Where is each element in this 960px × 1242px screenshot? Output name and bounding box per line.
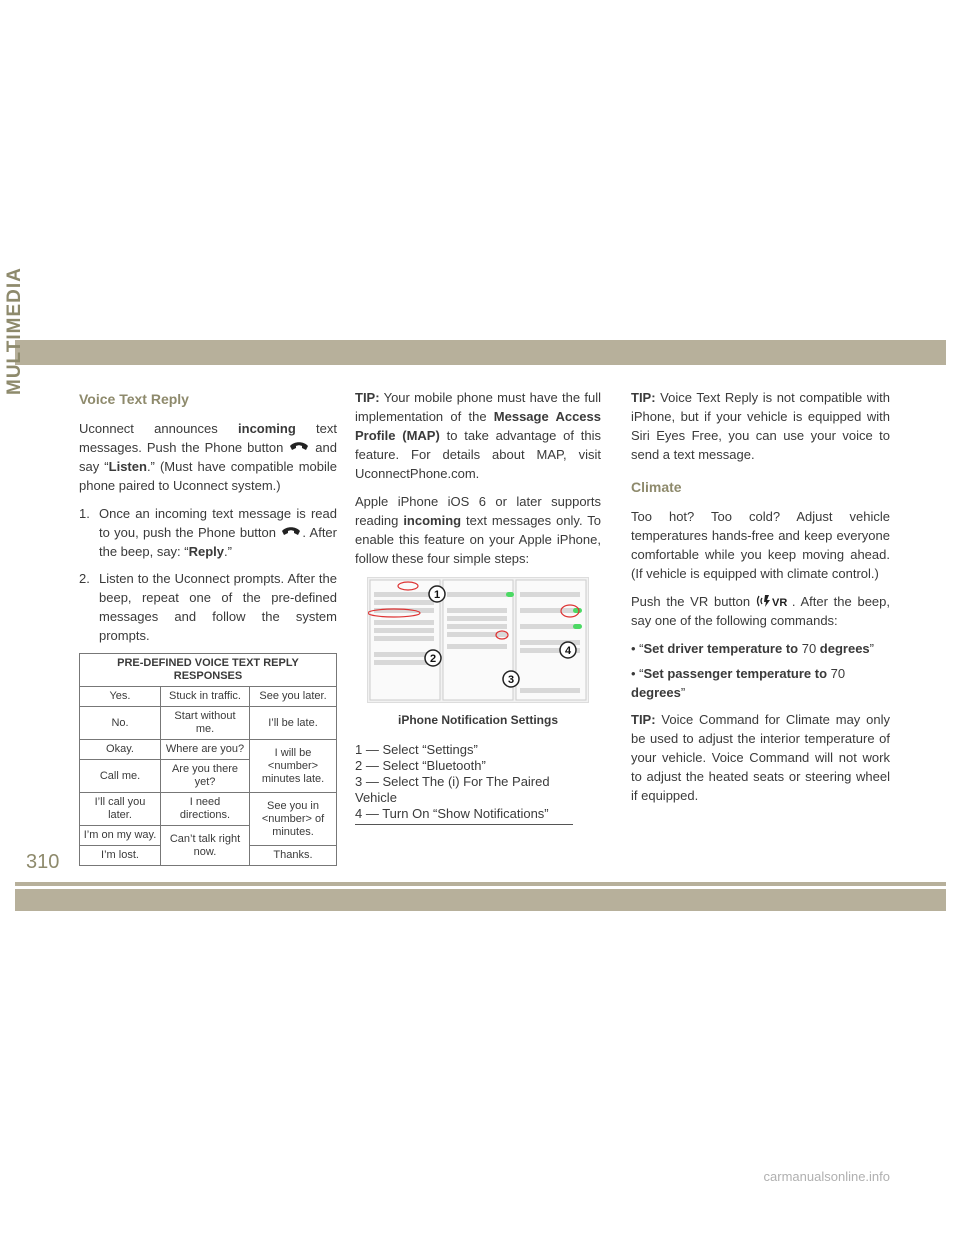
table-row: [80, 687, 337, 707]
table-cell: See you in <number> of minutes.: [250, 793, 337, 846]
tip-paragraph: TIP: Your mobile phone must have the full implementation of the Message Access Profile (MAP) to take advantage of this feature. For details about MAP, visit UconnectPhone.com.: [355, 390, 601, 481]
list-item: • “Set passenger temperature to 70 degrees”: [631, 666, 846, 700]
callout-1: 1: [433, 589, 441, 601]
table-cell: Thanks.: [250, 846, 337, 866]
climate-vr-paragraph: Push the VR button VR . After the beep, say one of the following commands:: [631, 594, 890, 628]
bottom-band: [15, 886, 946, 911]
figure-steps: [355, 742, 573, 825]
steps-list: [79, 504, 337, 645]
table-cell: Start without me.: [161, 707, 250, 740]
top-band: [15, 340, 946, 365]
table-cell: See you later.: [250, 687, 337, 707]
callout-3: 3: [507, 674, 515, 686]
column-3: [631, 388, 890, 814]
intro-paragraph: Uconnect announces incoming text messages. Push the Phone button and say “Listen.” (Must have compatible mobile phone paired to Uconnect system.): [79, 421, 338, 493]
table-cell: No.: [80, 707, 161, 740]
table-cell: Okay.: [80, 740, 161, 760]
table-row: [80, 740, 337, 760]
figure-step: 1 — Select “Settings”: [355, 742, 478, 757]
table-cell: I’m on my way.: [80, 826, 161, 846]
table-row: [80, 793, 337, 826]
list-item: 1. Once an incoming text message is read to you, push the Phone button . After the beep, say: “Reply.”: [79, 506, 337, 559]
callout-2: 2: [429, 653, 437, 665]
figure-step: 4 — Turn On “Show Notifications”: [355, 806, 549, 821]
table-cell: I will be <number> minutes late.: [250, 740, 337, 793]
list-item: 2. Listen to the Uconnect prompts. After the beep, repeat one of the pre-defined messages and follow the system prompts.: [79, 571, 337, 643]
column-1: [79, 388, 337, 866]
phone-icon: [280, 525, 302, 539]
page-number: 310: [26, 851, 60, 873]
svg-text:VR: VR: [771, 597, 788, 609]
responses-table: [79, 653, 337, 866]
section-name: MULTIMEDIA: [4, 267, 25, 395]
figure-step: 2 — Select “Bluetooth”: [355, 758, 486, 773]
table-cell: Can’t talk right now.: [161, 826, 250, 866]
section-side-label: [4, 267, 44, 695]
table-cell: I’ll call you later.: [80, 793, 161, 826]
table-cell: Are you there yet?: [161, 760, 250, 793]
figure-step: 3 — Select The (i) For The Paired Vehicle: [355, 774, 550, 805]
table-cell: Where are you?: [161, 740, 250, 760]
vr-button-icon: [756, 593, 792, 609]
voice-text-reply-heading: Voice Text Reply: [79, 391, 189, 407]
iphone-screens-illustration: [368, 578, 588, 702]
iphone-settings-figure: [367, 577, 589, 703]
callout-4: 4: [564, 645, 572, 657]
watermark: carmanualsonline.info: [763, 1169, 890, 1184]
tip-paragraph: TIP: Voice Command for Climate may only be used to adjust the interior temperature of your vehicle. Voice Command will not work to adjust the heated seats or steering wheel if equipped.: [631, 712, 890, 803]
table-row: [80, 707, 337, 740]
table-cell: I need directions.: [161, 793, 250, 826]
table-cell: I’m lost.: [80, 846, 161, 866]
column-2: [355, 388, 601, 825]
tip-paragraph: TIP: Voice Text Reply is not compatible with iPhone, but if your vehicle is equipped with Siri Eyes Free, you can use your voice to send a text message.: [631, 390, 890, 462]
figure-caption: iPhone Notification Settings: [397, 713, 558, 727]
table-cell: Yes.: [80, 687, 161, 707]
command-list: [631, 639, 890, 702]
climate-paragraph: Too hot? Too cold? Adjust vehicle temperatures hands-free and keep everyone comfortable while you keep moving ahead. (If vehicle is equipped with climate control.): [631, 509, 890, 581]
bottom-rule: [15, 882, 946, 885]
table-header: PRE-DEFINED VOICE TEXT REPLY RESPONSES: [80, 654, 337, 687]
table-cell: Call me.: [80, 760, 161, 793]
climate-heading: Climate: [631, 479, 682, 495]
table-cell: Stuck in traffic.: [161, 687, 250, 707]
iphone-paragraph: Apple iPhone iOS 6 or later supports reading incoming text messages only. To enable this feature on your Apple iPhone, follow these four simple steps:: [355, 494, 602, 566]
table-cell: I’ll be late.: [250, 707, 337, 740]
list-item: • “Set driver temperature to 70 degrees”: [631, 641, 875, 656]
phone-icon: [288, 440, 310, 454]
